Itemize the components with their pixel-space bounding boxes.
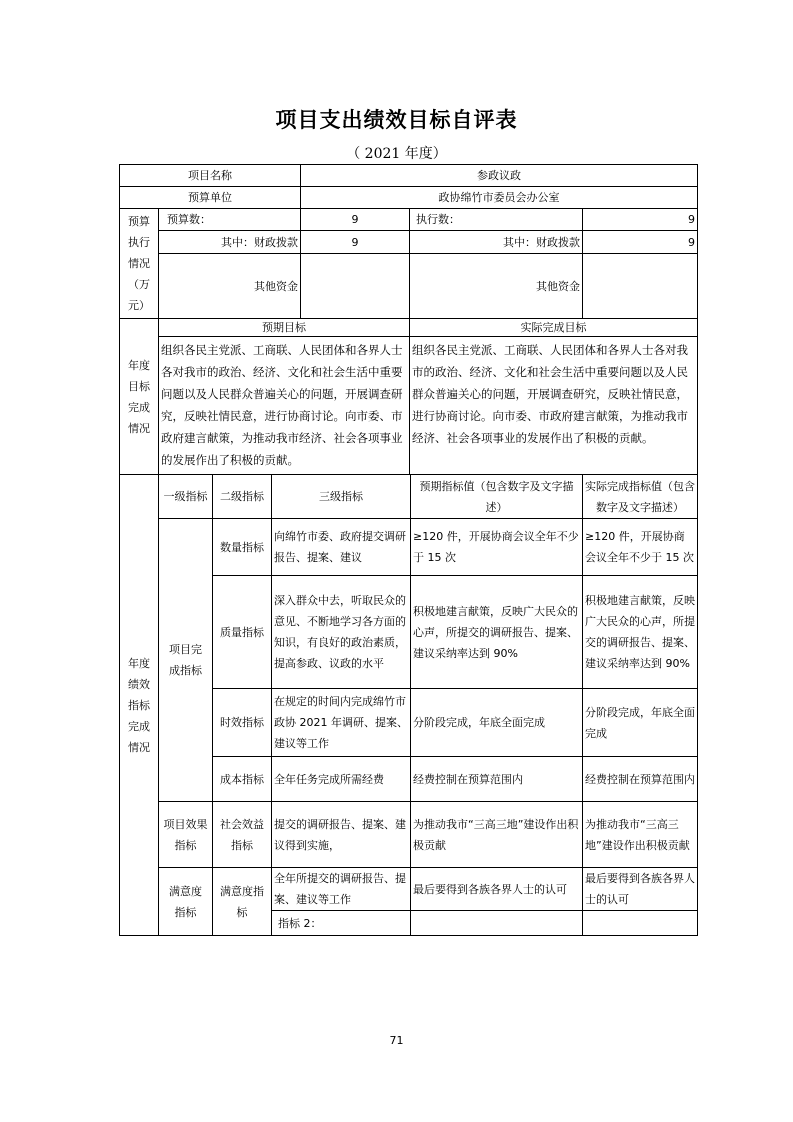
level2-cost: 成本指标: [212, 756, 272, 802]
other-funds-budget-label: 其他资金: [158, 253, 301, 319]
satisfaction-expected: 最后要得到各族各界人士的认可: [410, 867, 583, 911]
year-subtitle: （ 2021 年度）: [346, 146, 447, 162]
project-name-label: 项目名称: [119, 164, 301, 187]
page-title: 项目支出绩效目标自评表: [275, 108, 518, 132]
performance-label: 年度绩效指标完成情况: [119, 474, 159, 936]
satisfaction-actual: 最后要得到各族各界人士的认可: [582, 867, 698, 911]
indicator-2-label: 指标 2：: [271, 910, 411, 936]
budget-unit-label: 预算单位: [119, 186, 301, 209]
page-number: 71: [389, 1034, 404, 1047]
header-level2: 二级指标: [212, 474, 272, 519]
satisfaction-indicator: 全年所提交的调研报告、提案、建议等工作: [271, 867, 411, 911]
quality-actual: 积极地建言献策，反映广大民众的心声，所提交的调研报告、提案、建议采纳率达到 90%: [582, 575, 698, 689]
level1-satisfaction: 满意度指标: [158, 867, 213, 936]
quantity-expected: ≥120 件，开展协商会议全年不少于 15 次: [410, 518, 583, 576]
level1-effect: 项目效果指标: [158, 801, 213, 868]
self-evaluation-table: [119, 164, 698, 936]
annual-goal-label: 年度目标完成情况: [119, 318, 159, 475]
other-funds-exec-value: [582, 253, 698, 319]
level2-social-benefit: 社会效益指标: [212, 801, 272, 868]
fiscal-exec-value: 9: [582, 230, 698, 254]
quantity-actual: ≥120 件，开展协商会议全年不少于 15 次: [582, 518, 698, 576]
indicator-2-actual: [582, 910, 698, 936]
other-funds-exec-label: 其他资金: [409, 253, 583, 319]
budget-exec-label: 预算执行情况（万元）: [119, 208, 159, 319]
timeliness-actual: 分阶段完成，年底全面完成: [582, 688, 698, 757]
social-benefit-actual: 为推动我市“三高三地”建设作出积极贡献: [582, 801, 698, 868]
indicator-2-expected: [410, 910, 583, 936]
social-benefit-expected: 为推动我市“三高三地”建设作出积极贡献: [410, 801, 583, 868]
fiscal-budget-label: 其中：财政拨款: [158, 230, 301, 254]
level1-project-output: 项目完成指标: [158, 518, 213, 802]
header-level3: 三级指标: [271, 474, 411, 519]
budget-amount-label: 预算数：: [158, 208, 301, 231]
level2-timeliness: 时效指标: [212, 688, 272, 757]
level2-quantity: 数量指标: [212, 518, 272, 576]
expected-goal-text: 组织各民主党派、工商联、人民团体和各界人士各对我市的政治、经济、文化和社会生活中重要问题以及人民群众普遍关心的问题，开展调查研究，反映社情民意，进行协商讨论。向市委、市政府建言献策，为推动我市经济、社会各项事业的发展作出了积极的贡献。: [158, 336, 410, 475]
cost-expected: 经费控制在预算范围内: [410, 756, 583, 802]
quality-expected: 积极地建言献策，反映广大民众的心声，所提交的调研报告、提案、建议采纳率达到 90%: [410, 575, 583, 689]
fiscal-budget-value: 9: [300, 230, 410, 254]
header-expected-value: 预期指标值（包含数字及文字描述）: [410, 474, 583, 519]
other-funds-budget-value: [300, 253, 410, 319]
social-benefit-indicator: 提交的调研报告、提案、建议得到实施，: [271, 801, 411, 868]
expected-goal-header: 预期目标: [158, 318, 410, 337]
actual-goal-text: 组织各民主党派、工商联、人民团体和各界人士各对我市的政治、经济、文化和社会生活中重要问题以及人民群众普遍关心的问题，开展调查研究，反映社情民意，进行协商讨论。向市委、市政府建言献策，为推动我市经济、社会各项事业的发展作出了积极的贡献。: [409, 336, 698, 475]
project-name-value: 参政议政: [300, 164, 698, 187]
timeliness-indicator: 在规定的时间内完成绵竹市政协 2021 年调研、提案、建议等工作: [271, 688, 411, 757]
cost-indicator: 全年任务完成所需经费: [271, 756, 411, 802]
timeliness-expected: 分阶段完成，年底全面完成: [410, 688, 583, 757]
fiscal-exec-label: 其中：财政拨款: [409, 230, 583, 254]
exec-amount-label: 执行数：: [409, 208, 583, 231]
actual-goal-header: 实际完成目标: [409, 318, 698, 337]
budget-amount-value: 9: [300, 208, 410, 231]
exec-amount-value: 9: [582, 208, 698, 231]
cost-actual: 经费控制在预算范围内: [582, 756, 698, 802]
header-level1: 一级指标: [158, 474, 213, 519]
quality-indicator: 深入群众中去，听取民众的意见、不断地学习各方面的知识，有良好的政治素质，提高参政、议政的水平: [271, 575, 411, 689]
header-actual-value: 实际完成指标值（包含数字及文字描述）: [582, 474, 698, 519]
quantity-indicator: 向绵竹市委、政府提交调研报告、提案、建议: [271, 518, 411, 576]
level2-quality: 质量指标: [212, 575, 272, 689]
level2-satisfaction: 满意度指标: [212, 867, 272, 936]
budget-unit-value: 政协绵竹市委员会办公室: [300, 186, 698, 209]
